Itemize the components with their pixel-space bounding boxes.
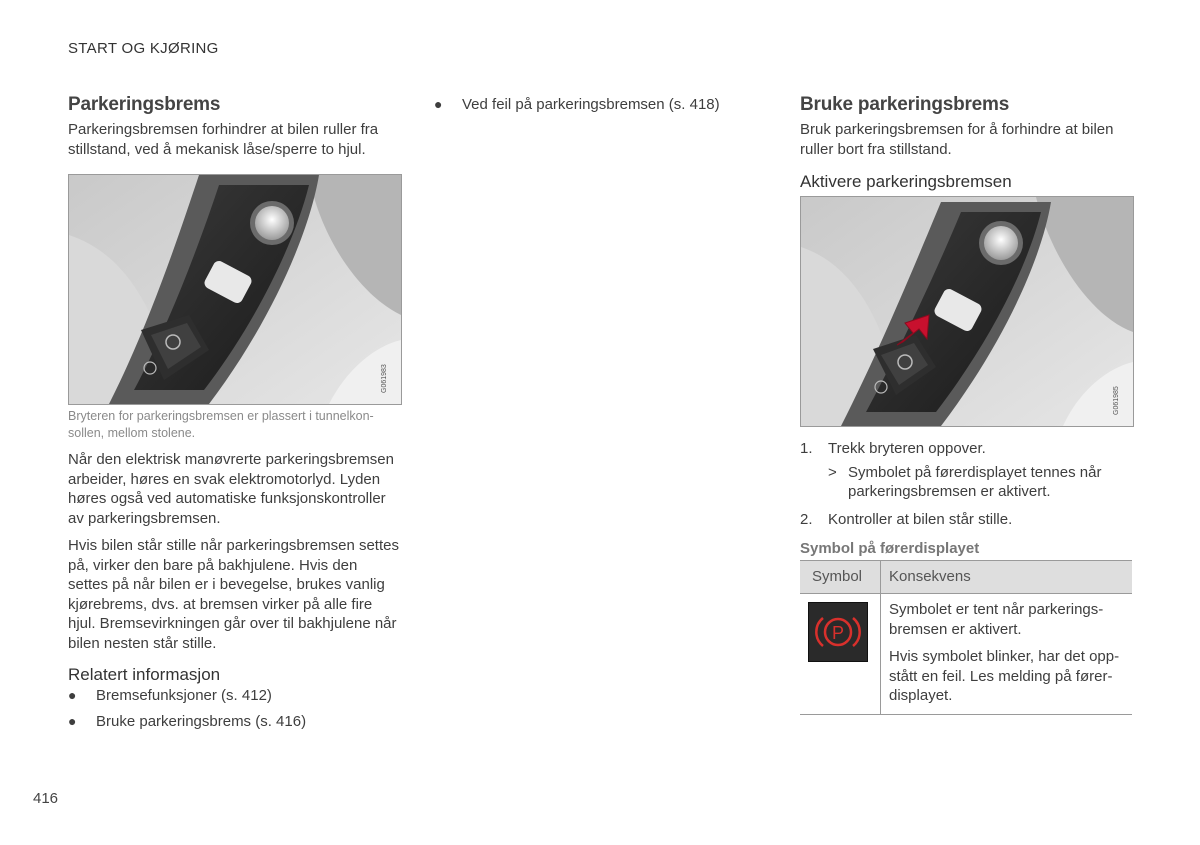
intro-paragraph: Parkeringsbremsen forhindrer at bilen ruller fra stillstand, ved å mekanisk låse/sperre to hjul.: [68, 121, 379, 158]
symbol-table: [800, 560, 1132, 715]
subtitle-aktivere: Aktivere parkeringsbremsen: [800, 172, 1012, 191]
table-header-symbol: Symbol: [800, 561, 881, 594]
bullet-icon: ●: [68, 687, 77, 703]
section-title-bruke-parkeringsbrems: Bruke parkeringsbrems: [800, 94, 1010, 115]
paragraph-rear-wheels: Hvis bilen står stille når parkeringsbremsen settes på, virker den bare på bakhjulene. Hvis den settes på når bilen er i bevegelse, brukes vanlig kjørebrems, dvs. at bremsen virker på alle fire hjul. Bremsevirkningen går over til bakhjulene når bilen nesten står stille.: [68, 537, 399, 652]
table-row: [800, 594, 1132, 715]
step-2: 2. Kontroller at bilen står stille.: [800, 510, 1013, 528]
consequence-flashing: Hvis symbolet blinker, har det oppstått en feil. Les melding på førerdisplayet.: [889, 648, 1120, 705]
activate-brake-figure: [800, 196, 1134, 427]
figure-caption: Bryteren for parkeringsbremsen er plassert i tunnelkonsollen, mellom stolene.: [68, 409, 374, 440]
figure-code: G061985: [1113, 386, 1120, 415]
related-link-ved-feil[interactable]: ● Ved feil på parkeringsbremsen (s. 418): [434, 96, 720, 113]
running-header: START OG KJØRING: [68, 40, 219, 57]
related-link-bremsefunksjoner[interactable]: ● Bremsefunksjoner (s. 412): [68, 687, 272, 704]
table-title: Symbol på førerdisplayet: [800, 540, 980, 557]
table-header-konsekvens: Konsekvens: [881, 561, 1133, 594]
related-link-bruke-parkeringsbrems[interactable]: ● Bruke parkeringsbrems (s. 416): [68, 712, 307, 730]
activation-steps: [800, 439, 1130, 529]
step-1-result: > Symbolet på førerdisplayet tennes når parkeringsbremsen er aktivert.: [828, 463, 1102, 501]
page-number: 416: [33, 790, 59, 807]
bullet-icon: ●: [434, 96, 443, 112]
paragraph-motor-sound: Når den elektrisk manøvrerte parkeringsbremsen arbeider, høres en svak elektromotorlyd. Lyden høres også ved automatiske funksjonskontroller av parkeringsbremsen.: [68, 451, 394, 527]
related-info-title: Relatert informasjon: [68, 665, 221, 684]
section-title-parkeringsbrems: Parkeringsbrems: [68, 94, 221, 115]
figure-code: G061983: [381, 364, 388, 393]
step-1: 1. Trekk bryteren oppover.: [800, 440, 986, 457]
parking-brake-location-figure: [68, 174, 402, 405]
svg-text:P: P: [831, 623, 845, 643]
related-info-list: [68, 686, 400, 731]
parking-brake-red-icon: [808, 602, 868, 662]
middle-related-list: [434, 95, 754, 115]
right-intro-paragraph: Bruk parkeringsbremsen for å forhindre at bilen ruller bort fra stillstand.: [800, 121, 1114, 158]
bullet-icon: ●: [68, 712, 77, 729]
consequence-lit: Symbolet er tent når parkeringsbremsen er aktivert.: [889, 601, 1104, 638]
